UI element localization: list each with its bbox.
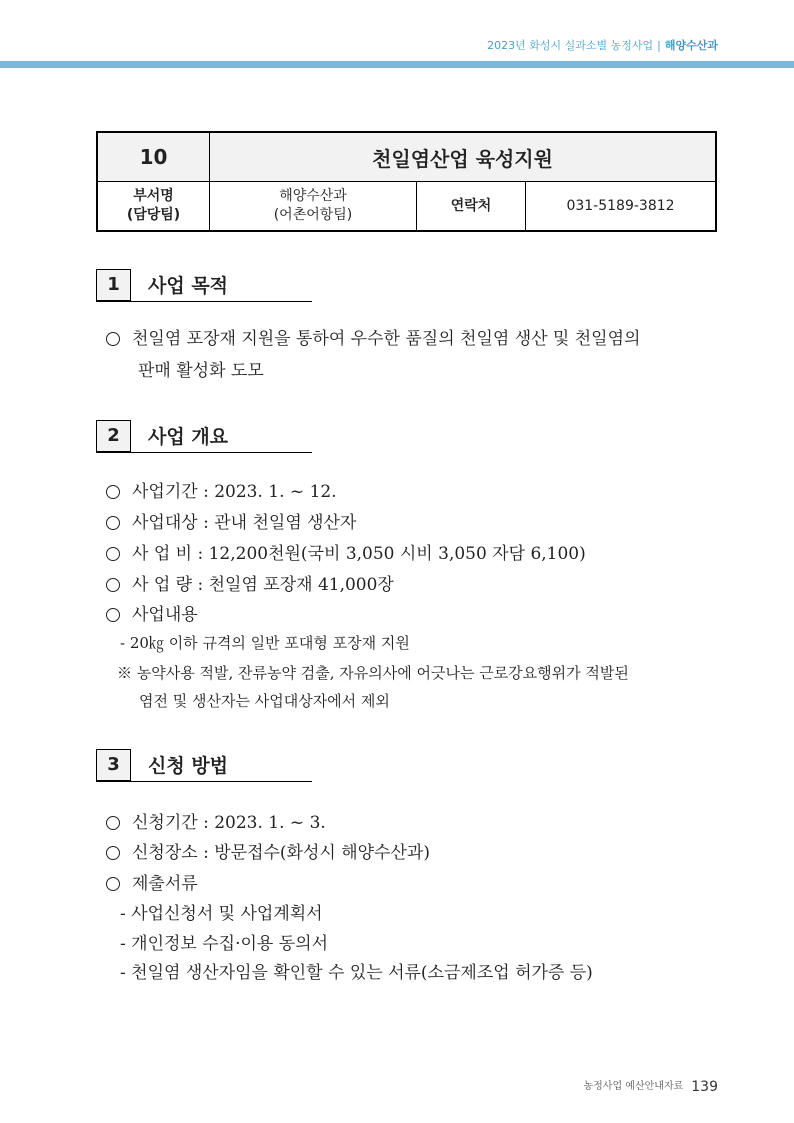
section-1-heading [96, 269, 312, 302]
section-3-item-docs: 제출서류 [106, 869, 198, 894]
section-3-title: 신청 방법 [148, 755, 229, 777]
section-2-heading [96, 420, 312, 453]
circle-bullet-icon [106, 547, 120, 561]
section-2-item-quantity: 사 업 량 : 천일염 포장재 41,000장 [106, 570, 394, 595]
header-separator: | [657, 39, 661, 52]
section-1-title: 사업 목적 [148, 275, 229, 297]
contact-value: 031-5189-3812 [526, 182, 717, 232]
running-header [487, 37, 718, 53]
header-dept: 해양수산과 [664, 39, 718, 52]
header-bar [0, 61, 794, 68]
project-title: 천일염산업 육성지원 [210, 132, 717, 182]
section-2-title: 사업 개요 [148, 426, 229, 448]
circle-bullet-icon [106, 877, 120, 891]
section-3-item-place: 신청장소 : 방문접수(화성시 해양수산과) [106, 838, 430, 863]
dept-value-1: 해양수산과 [279, 188, 347, 204]
section-3-sub-item-2: - 개인정보 수집·이용 동의서 [120, 934, 329, 954]
dept-value-cell [210, 182, 417, 232]
section-2-number: 2 [96, 420, 131, 452]
footer-text: 농정사업 예산안내자료 [583, 1081, 684, 1092]
header-doc-title: 2023년 화성시 실과소별 농정사업 [487, 39, 654, 52]
circle-bullet-icon [106, 608, 120, 622]
section-2-item-target: 사업대상 : 관내 천일염 생산자 [106, 508, 356, 533]
page-footer [583, 1076, 718, 1095]
section-3-heading [96, 749, 312, 782]
dept-label-cell [97, 182, 210, 232]
section-2-item-period: 사업기간 : 2023. 1. ~ 12. [106, 477, 337, 502]
circle-bullet-icon [106, 578, 120, 592]
section-2-note: ※ 농약사용 적발, 잔류농약 검출, 자유의사에 어긋나는 근로강요행위가 적발된 [117, 664, 629, 682]
circle-bullet-icon [106, 516, 120, 530]
project-number: 10 [97, 132, 210, 182]
section-2-note-cont: 염전 및 생산자는 사업대상자에서 제외 [139, 692, 390, 710]
section-3-sub-item-1: - 사업신청서 및 사업계획서 [120, 904, 323, 924]
section-1-number: 1 [96, 269, 131, 301]
section-1-item: 천일염 포장재 지원을 통하여 우수한 품질의 천일염 생산 및 천일염의 [106, 324, 640, 349]
section-3-item-period: 신청기간 : 2023. 1. ~ 3. [106, 808, 326, 833]
circle-bullet-icon [106, 332, 120, 346]
dept-label-1: 부서명 [133, 188, 174, 204]
section-2-item-budget: 사 업 비 : 12,200천원(국비 3,050 시비 3,050 자담 6,100) [106, 539, 586, 564]
project-info-table [96, 131, 717, 232]
dept-label-2: (담당팀) [126, 207, 181, 223]
circle-bullet-icon [106, 846, 120, 860]
section-1-item-cont: 판매 활성화 도모 [138, 361, 264, 381]
section-3-number: 3 [96, 749, 131, 781]
dept-value-2: (어촌어항팀) [273, 207, 353, 223]
contact-label: 연락처 [417, 182, 526, 232]
section-3-sub-item-3: - 천일염 생산자임을 확인할 수 있는 서류(소금제조업 허가증 등) [120, 963, 593, 983]
section-2-sub-item: - 20㎏ 이하 규격의 일반 포대형 포장재 지원 [120, 634, 410, 652]
page-number: 139 [691, 1079, 718, 1095]
section-2-item-content: 사업내용 [106, 600, 198, 625]
circle-bullet-icon [106, 816, 120, 830]
circle-bullet-icon [106, 485, 120, 499]
